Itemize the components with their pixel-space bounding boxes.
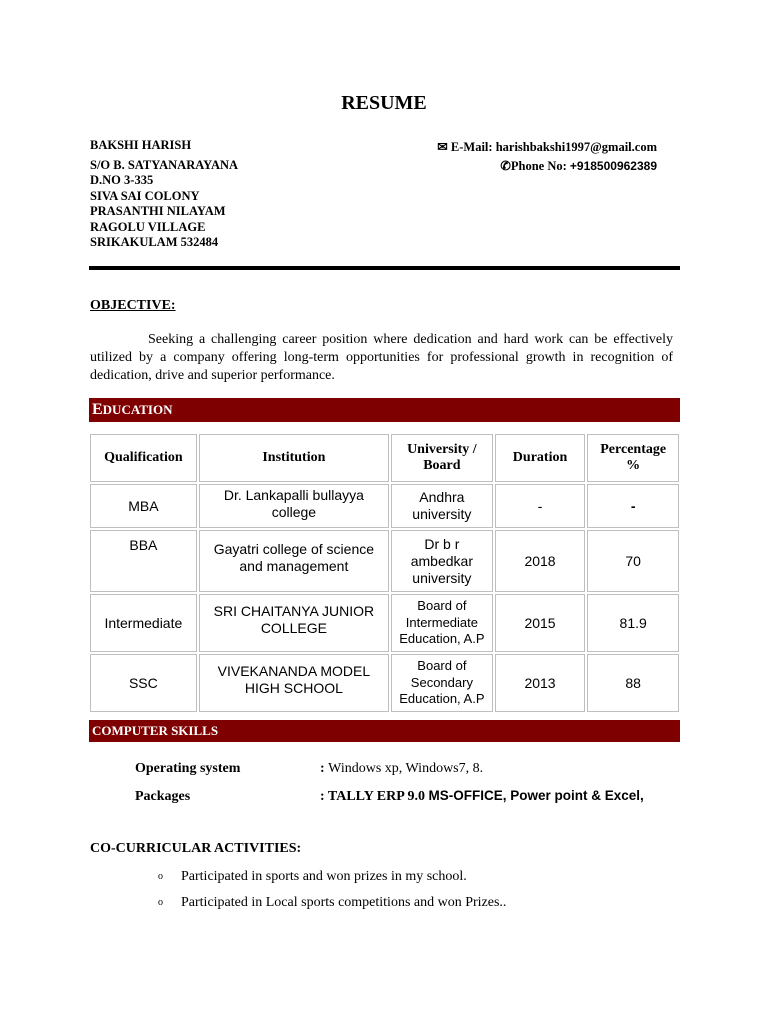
packages-text-sans: MS-OFFICE, Power point & Excel, (428, 788, 644, 803)
email-line (437, 138, 657, 157)
cell-duration: - (495, 484, 586, 528)
os-label: Operating system (135, 761, 241, 776)
phone-line (437, 157, 657, 176)
header-percentage: Percentage % (587, 434, 679, 482)
bullet-icon: o (158, 897, 163, 908)
address-line: SIVA SAI COLONY (90, 188, 200, 203)
packages-text-serif: : TALLY ERP 9.0 (320, 789, 429, 804)
os-value (320, 761, 483, 776)
email-text: E-Mail: harishbakshi1997@gmail.com (450, 140, 657, 154)
address-line: RAGOLU VILLAGE (90, 219, 206, 234)
packages-label: Packages (135, 789, 191, 804)
os-text: Windows xp, Windows7, 8. (328, 761, 484, 776)
cell-institution: Dr. Lankapalli bullayya college (199, 484, 389, 528)
skill-row-os (135, 761, 483, 777)
phone-label: Phone No: (510, 159, 570, 173)
phone-icon: ✆ (500, 159, 511, 173)
cell-institution: SRI CHAITANYA JUNIOR COLLEGE (199, 594, 389, 652)
table-row (90, 530, 679, 592)
education-heading-initial: E (92, 401, 103, 418)
skill-row-packages (135, 788, 644, 805)
header-qualification: Qualification (90, 434, 197, 482)
list-item-text: Participated in sports and won prizes in my school. (181, 869, 467, 884)
cell-duration: 2013 (495, 654, 586, 712)
header-university: University / Board (391, 434, 493, 482)
cell-percentage: 70 (587, 530, 679, 592)
table-row (90, 654, 679, 712)
cell-qualification: SSC (90, 654, 197, 712)
cell-qualification: MBA (90, 484, 197, 528)
address-line: BAKSHI HARISH (90, 138, 192, 152)
cell-university: Andhra university (391, 484, 493, 528)
objective-paragraph: Seeking a challenging career position where dedication and hard work can be effectively utilized by a company offering long-term opportunities for professional growth in recognition of dedication, drive and superior performance. (90, 332, 673, 383)
list-item-text: Participated in Local sports competitions and won Prizes.. (181, 895, 507, 910)
table-header-row (90, 434, 679, 482)
education-heading (89, 398, 680, 422)
address-line: PRASANTHI NILAYAM (90, 204, 226, 218)
co-curricular-list (158, 864, 506, 916)
computer-skills-heading: COMPUTER SKILLS (89, 720, 680, 742)
cell-university: Dr b r ambedkar university (391, 530, 493, 592)
packages-value (320, 789, 644, 804)
cell-duration: 2015 (495, 594, 586, 652)
address-line: S/O B. SATYANARAYANA (90, 157, 239, 172)
table-row (90, 594, 679, 652)
co-curricular-heading: CO-CURRICULAR ACTIVITIES: (90, 841, 302, 856)
objective-text (90, 331, 673, 385)
cell-institution: Gayatri college of science and management (199, 530, 389, 592)
education-table (88, 432, 681, 714)
cell-qualification: Intermediate (90, 594, 197, 652)
phone-number: +918500962389 (569, 159, 657, 173)
header-duration: Duration (495, 434, 586, 482)
header-divider (89, 266, 680, 270)
cell-duration: 2018 (495, 530, 586, 592)
cell-university: Board of Intermediate Education, A.P (391, 594, 493, 652)
envelope-icon: ✉ (437, 140, 448, 154)
cell-qualification: BBA (90, 530, 197, 592)
os-colon: : (320, 761, 329, 776)
cell-percentage: 81.9 (587, 594, 679, 652)
address-line: D.NO 3-335 (90, 173, 154, 187)
cell-institution: VIVEKANANDA MODEL HIGH SCHOOL (199, 654, 389, 712)
contact-block (437, 138, 657, 176)
bullet-icon: o (158, 871, 163, 882)
education-heading-rest: DUCATION (102, 402, 173, 417)
address-line: SRIKAKULAM 532484 (90, 235, 219, 249)
table-row (90, 484, 679, 528)
address-block (90, 138, 238, 251)
cell-percentage: - (587, 484, 679, 528)
list-item (158, 864, 506, 890)
cell-university: Board of Secondary Education, A.P (391, 654, 493, 712)
objective-heading: OBJECTIVE: (90, 298, 176, 313)
cell-percentage: 88 (587, 654, 679, 712)
list-item (158, 890, 506, 916)
resume-title: RESUME (341, 92, 427, 114)
header-institution: Institution (199, 434, 389, 482)
